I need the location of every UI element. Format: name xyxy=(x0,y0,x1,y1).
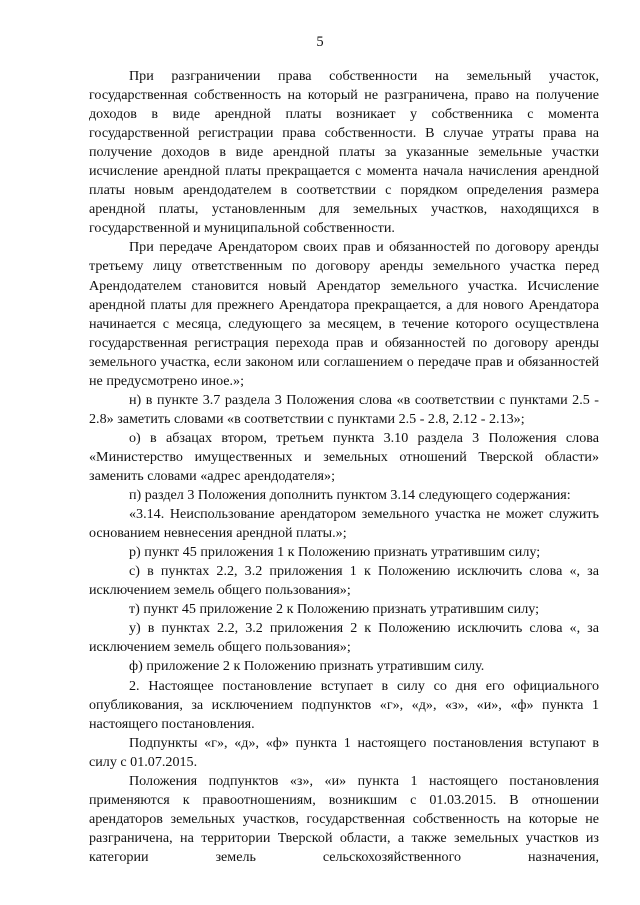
paragraph-subitem-o: о) в абзацах втором, третьем пункта 3.10 раздела 3 Положения слова «Министерство имущественных и земельных отношений Тверской области» заменить словами «адрес арендодателя»; xyxy=(89,429,599,484)
paragraph-subitem-u: у) в пунктах 2.2, 3.2 приложения 2 к Положению исключить слова «, за исключением земель общего пользования»; xyxy=(89,620,599,656)
paragraph-transfer-of-rights: При передаче Арендатором своих прав и обязанностей по договору аренды третьему лицу ответственным по договору аренды земельного участка перед Арендодателем становится новый Арендатор земельного участка. Исчисление арендной платы для прежнего Арендатора прекращается, а для нового Арендатора начинается с месяца, следующего за месяцем, в течение которого осуществлена государственная регистрация перехода прав и обязанностей по договору аренды земельного участка, если законом или соглашением о передаче прав и обязанностей не предусмотрено иное.»; xyxy=(89,239,599,389)
paragraph-clause-3-14: «3.14. Неиспользование арендатором земельного участка не может служить основанием невнесения арендной платы.»; xyxy=(89,506,599,542)
paragraph-item-2-entry-into-force: 2. Настоящее постановление вступает в силу со дня его официального опубликования, за исключением подпунктов «г», «д», «з», «и», «ф» пункта 1 настоящего постановления. xyxy=(89,677,599,732)
paragraph-subitems-effective-date: Подпункты «г», «д», «ф» пункта 1 настоящего постановления вступают в силу с 01.07.2015. xyxy=(89,734,599,770)
paragraph-subitem-f: ф) приложение 2 к Положению признать утратившим силу. xyxy=(129,658,485,675)
paragraph-subitem-p: п) раздел 3 Положения дополнить пунктом 3.14 следующего содержания: xyxy=(129,487,571,504)
document-body xyxy=(89,67,599,867)
paragraph-subitem-r: р) пункт 45 приложения 1 к Положению признать утратившим силу; xyxy=(129,544,541,561)
paragraph-retroactive-application: Положения подпунктов «з», «и» пункта 1 настоящего постановления применяются к правоотношениям, возникшим с 01.03.2015. В отношении арендаторов земельных участков, государственная собственность на которые не разграничена, на территории Тверской области, а также земельных участков из категории земель сельскохозяйственного назначения, xyxy=(89,772,599,865)
page-number: 5 xyxy=(316,34,324,50)
paragraph-land-ownership-delimitation: При разграничении права собственности на земельный участок, государственная собственность на который не разграничена, право на получение доходов в виде арендной платы возникает у собственника с момента государственной регистрации права собственности. В случае утраты права на получение доходов в виде арендной платы за указанные земельные участки исчисление арендной платы прекращается с момента начала начисления арендной платы новым арендодателем в соответствии с порядком определения размера арендной платы, установленным для земельных участков, находящихся в государственной и муниципальной собственности. xyxy=(89,68,599,237)
paragraph-subitem-s: с) в пунктах 2.2, 3.2 приложения 1 к Положению исключить слова «, за исключением земель общего пользования»; xyxy=(89,563,599,599)
paragraph-subitem-t: т) пункт 45 приложение 2 к Положению признать утратившим силу; xyxy=(129,601,540,618)
paragraph-subitem-n: н) в пункте 3.7 раздела 3 Положения слова «в соответствии с пунктами 2.5 - 2.8» заметить словами «в соответствии с пунктами 2.5 - 2.8, 2.12 - 2.13»; xyxy=(89,391,599,427)
